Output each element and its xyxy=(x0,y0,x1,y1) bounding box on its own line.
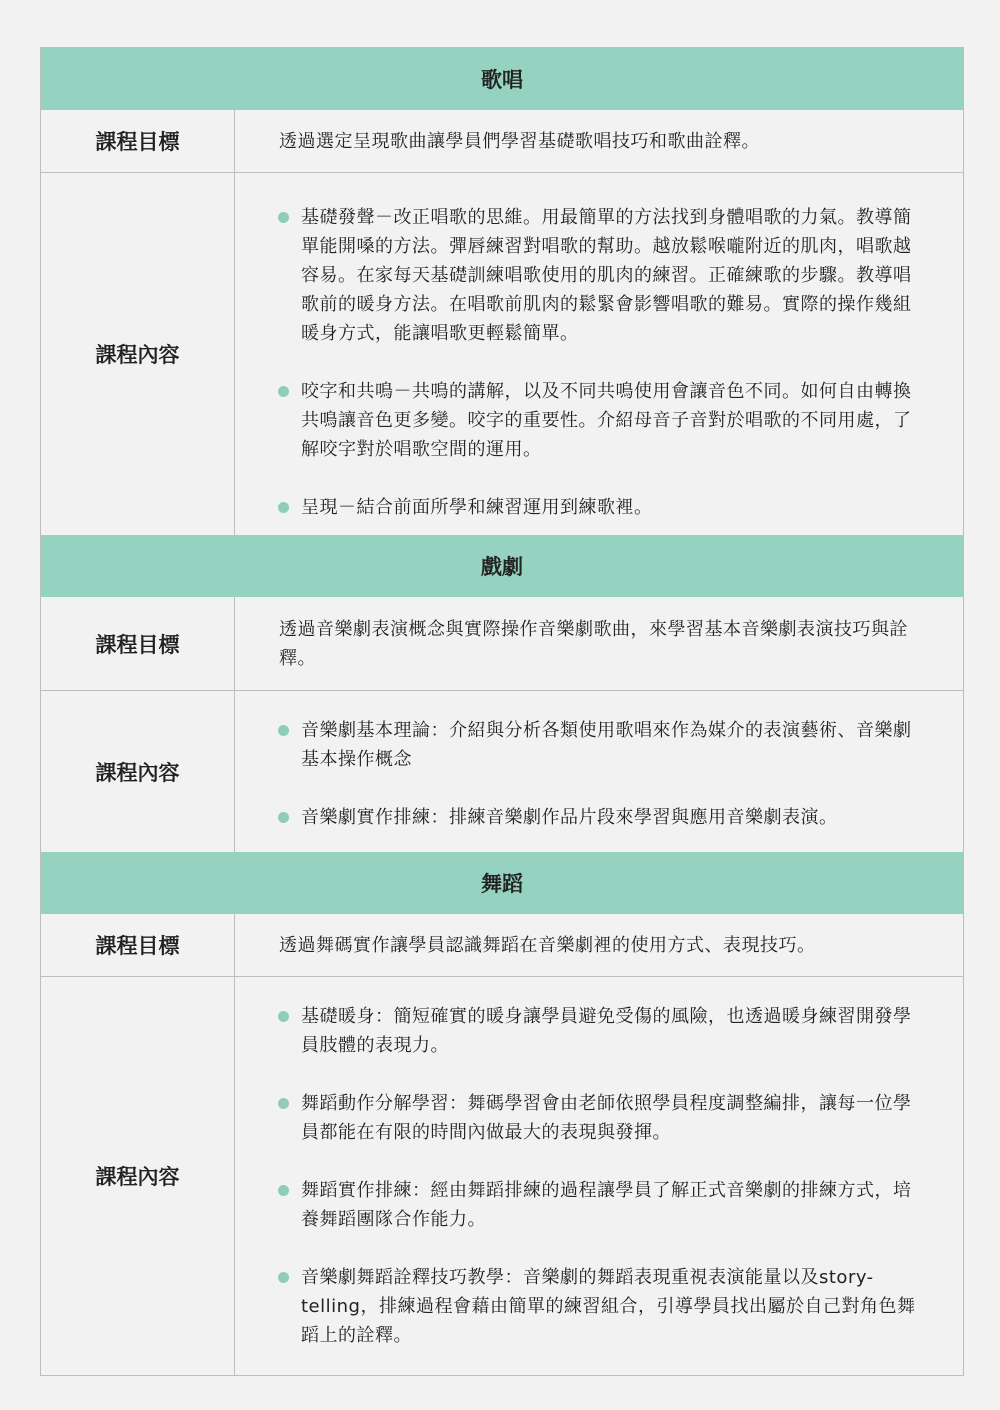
bullet-dot-icon xyxy=(278,386,289,397)
goal-label: 課程目標 xyxy=(41,914,235,976)
section-header-singing xyxy=(41,48,963,110)
goal-label: 課程目標 xyxy=(41,597,235,690)
content-list-cell xyxy=(235,691,963,852)
bullet-dot-icon xyxy=(278,725,289,736)
bullet-dot-icon xyxy=(278,1272,289,1283)
section-header-dance xyxy=(41,852,963,914)
list-item xyxy=(279,1176,927,1234)
list-item xyxy=(279,803,927,832)
list-item-text: 音樂劇舞蹈詮釋技巧教學：音樂劇的舞蹈表現重視表演能量以及story-telling，排練過程會藉由簡單的練習組合，引導學員找出屬於自己對角色舞蹈上的詮釋。 xyxy=(301,1267,916,1346)
goal-text-cell xyxy=(235,597,963,690)
content-label: 課程內容 xyxy=(41,977,235,1375)
goal-row-dance xyxy=(41,914,963,976)
list-item-text: 呈現－結合前面所學和練習運用到練歌裡。 xyxy=(301,497,653,518)
section-title: 戲劇 xyxy=(481,555,523,579)
bullet-dot-icon xyxy=(278,812,289,823)
section-header-drama xyxy=(41,535,963,597)
list-item-text: 舞蹈實作排練：經由舞蹈排練的過程讓學員了解正式音樂劇的排練方式，培養舞蹈團隊合作能力。 xyxy=(301,1180,912,1230)
list-item xyxy=(279,203,927,348)
content-row-singing xyxy=(41,172,963,535)
section-title: 舞蹈 xyxy=(481,872,523,896)
bullet-list xyxy=(279,716,927,832)
content-row-drama xyxy=(41,690,963,852)
bullet-dot-icon xyxy=(278,502,289,513)
goal-text-cell xyxy=(235,914,963,976)
list-item xyxy=(279,1089,927,1147)
list-item-text: 基礎發聲－改正唱歌的思維。用最簡單的方法找到身體唱歌的力氣。教導簡單能開嗓的方法。彈唇練習對唱歌的幫助。越放鬆喉嚨附近的肌肉，唱歌越容易。在家每天基礎訓練唱歌使用的肌肉的練習。正確練歌的步驟。教導唱歌前的暖身方法。在唱歌前肌肉的鬆緊會影響唱歌的難易。實際的操作幾組暖身方式，能讓唱歌更輕鬆簡單。 xyxy=(301,207,912,344)
list-item xyxy=(279,1263,927,1350)
content-list-cell xyxy=(235,173,963,535)
goal-row-singing xyxy=(41,110,963,172)
bullet-list xyxy=(279,1002,927,1350)
content-label: 課程內容 xyxy=(41,691,235,852)
bullet-dot-icon xyxy=(278,1011,289,1022)
list-item-text: 音樂劇實作排練：排練音樂劇作品片段來學習與應用音樂劇表演。 xyxy=(301,807,838,828)
list-item xyxy=(279,716,927,774)
goal-text: 透過音樂劇表演概念與實際操作音樂劇歌曲，來學習基本音樂劇表演技巧與詮釋。 xyxy=(279,618,908,669)
bullet-list xyxy=(279,203,927,522)
list-item-text: 舞蹈動作分解學習：舞碼學習會由老師依照學員程度調整編排，讓每一位學員都能在有限的時間內做最大的表現與發揮。 xyxy=(301,1093,912,1143)
bullet-dot-icon xyxy=(278,1098,289,1109)
list-item xyxy=(279,1002,927,1060)
list-item-text: 基礎暖身：簡短確實的暖身讓學員避免受傷的風險，也透過暖身練習開發學員肢體的表現力。 xyxy=(301,1006,912,1056)
goal-text: 透過選定呈現歌曲讓學員們學習基礎歌唱技巧和歌曲詮釋。 xyxy=(279,130,760,152)
list-item xyxy=(279,493,927,522)
content-row-dance xyxy=(41,976,963,1375)
section-title: 歌唱 xyxy=(481,68,523,92)
goal-text: 透過舞碼實作讓學員認識舞蹈在音樂劇裡的使用方式、表現技巧。 xyxy=(279,934,816,956)
goal-row-drama xyxy=(41,597,963,690)
bullet-dot-icon xyxy=(278,1185,289,1196)
content-list-cell xyxy=(235,977,963,1375)
content-label: 課程內容 xyxy=(41,173,235,535)
list-item-text: 音樂劇基本理論：介紹與分析各類使用歌唱來作為媒介的表演藝術、音樂劇基本操作概念 xyxy=(301,720,912,770)
course-table xyxy=(40,47,964,1376)
list-item xyxy=(279,377,927,464)
goal-text-cell xyxy=(235,110,963,172)
bullet-dot-icon xyxy=(278,212,289,223)
list-item-text: 咬字和共鳴－共鳴的講解，以及不同共鳴使用會讓音色不同。如何自由轉換共鳴讓音色更多變。咬字的重要性。介紹母音子音對於唱歌的不同用處，了解咬字對於唱歌空間的運用。 xyxy=(301,381,912,460)
goal-label: 課程目標 xyxy=(41,110,235,172)
